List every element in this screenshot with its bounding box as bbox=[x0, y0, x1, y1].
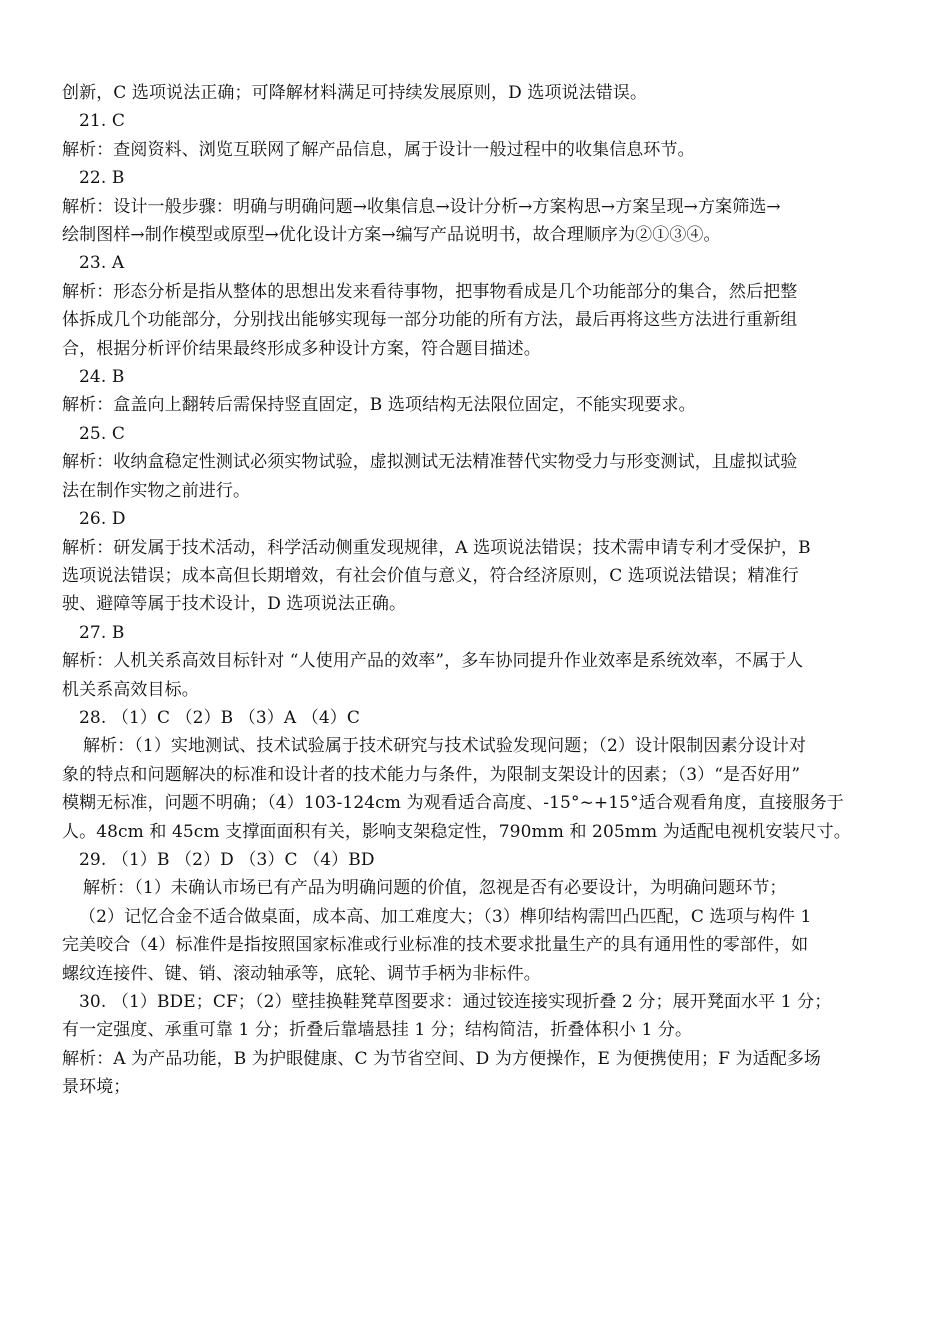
text-line: 28. （1）C （2）B （3）A （4）C bbox=[79, 707, 360, 728]
text-line: 驶、避障等属于技术设计，D 选项说法正确。 bbox=[62, 594, 407, 615]
text-line: （2）记忆合金不适合做桌面，成本高、加工难度大；（3）榫卯结构需凹凸匹配，C 选项与构件 1 bbox=[79, 906, 812, 927]
text-line: 26. D bbox=[79, 509, 126, 530]
text-line: 29. （1）B （2）D （3）C （4）BD bbox=[79, 849, 375, 870]
text-line: 解析：盒盖向上翻转后需保持竖直固定，B 选项结构无法限位固定，不能实现要求。 bbox=[62, 395, 696, 416]
text-line: 解析：人机关系高效目标针对 “人使用产品的效率”，多车协同提升作业效率是系统效率，不属于人 bbox=[62, 651, 804, 672]
text-line: 23. A bbox=[79, 253, 125, 274]
text-line: 解析：形态分析是指从整体的思想出发来看待事物，把事物看成是几个功能部分的集合，然后把整 bbox=[62, 281, 798, 302]
text-line: 法在制作实物之前进行。 bbox=[62, 480, 251, 501]
text-line: 解析：研发属于技术活动，科学活动侧重发现规律，A 选项说法错误；技术需申请专利才受保护，B bbox=[62, 537, 811, 558]
text-line: 解析：收纳盒稳定性测试必须实物试验，虚拟测试无法精准替代实物受力与形变测试，且虚拟试验 bbox=[62, 452, 798, 473]
text-line: 22. B bbox=[79, 168, 125, 189]
text-line: 合，根据分析评价结果最终形成多种设计方案，符合题目描述。 bbox=[62, 338, 541, 359]
text-line: 30. （1）BDE；CF；（2）壁挂换鞋凳草图要求：通过铰连接实现折叠 2 分；展开凳面水平 1 分； bbox=[79, 992, 832, 1012]
text-line: 绘制图样→制作模型或原型→优化设计方案→编写产品说明书，故合理顺序为②①③④。 bbox=[62, 225, 721, 246]
text-line: 25. C bbox=[79, 423, 125, 444]
text-line: 解析：（1）未确认市场已有产品为明确问题的价值，忽视是否有必要设计，为明确问题环节； bbox=[83, 878, 787, 899]
text-line: 21. C bbox=[79, 111, 125, 132]
text-line: 象的特点和问题解决的标准和设计者的技术能力与条件，为限制支架设计的因素；（3）“是否好用” bbox=[62, 764, 801, 785]
text-line: 解析：A 为产品功能，B 为护眼健康、C 为节省空间、D 为方便操作，E 为便携使用；F 为适配多场 bbox=[62, 1048, 822, 1069]
text-line: 景环境； bbox=[62, 1077, 131, 1098]
text-line: 人。48cm 和 45cm 支撑面面积有关，影响支架稳定性，790mm 和 205mm 为适配电视机安装尺寸。 bbox=[62, 821, 851, 842]
text-line: 24. B bbox=[79, 367, 125, 388]
text-line: 模糊无标准，问题不明确；（4）103-124cm 为观看适合高度、-15°~+15°适合观看角度，直接服务于 bbox=[62, 793, 844, 814]
document-body bbox=[62, 79, 890, 1102]
text-line: 解析：设计一般步骤：明确与明确问题→收集信息→设计分析→方案构思→方案呈现→方案筛选→ bbox=[62, 196, 781, 217]
text-line: 选项说法错误；成本高但长期增效，有社会价值与意义，符合经济原则，C 选项说法错误；精准行 bbox=[62, 565, 799, 586]
text-line: 解析：（1）实地测试、技术试验属于技术研究与技术试验发现问题；（2）设计限制因素分设计对 bbox=[83, 736, 807, 757]
text-line: 解析：查阅资料、浏览互联网了解产品信息，属于设计一般过程中的收集信息环节。 bbox=[62, 139, 695, 160]
text-line: 创新，C 选项说法正确；可降解材料满足可持续发展原则，D 选项说法错误。 bbox=[62, 83, 648, 103]
text-line: 有一定强度、承重可靠 1 分；折叠后靠墙悬挂 1 分；结构简洁，折叠体积小 1 分。 bbox=[62, 1020, 693, 1041]
text-line: 完美咬合（4）标准件是指按照国家标准或行业标准的技术要求批量生产的具有通用性的零部件，如 bbox=[62, 935, 809, 956]
text-line: 27. B bbox=[79, 622, 125, 643]
text-line: 螺纹连接件、键、销、滚动轴承等，底轮、调节手柄为非标件。 bbox=[62, 963, 541, 984]
text-line: 体拆成几个功能部分，分别找出能够实现每一部分功能的所有方法，最后再将这些方法进行重新组 bbox=[62, 310, 798, 331]
text-line: 机关系高效目标。 bbox=[62, 679, 199, 700]
